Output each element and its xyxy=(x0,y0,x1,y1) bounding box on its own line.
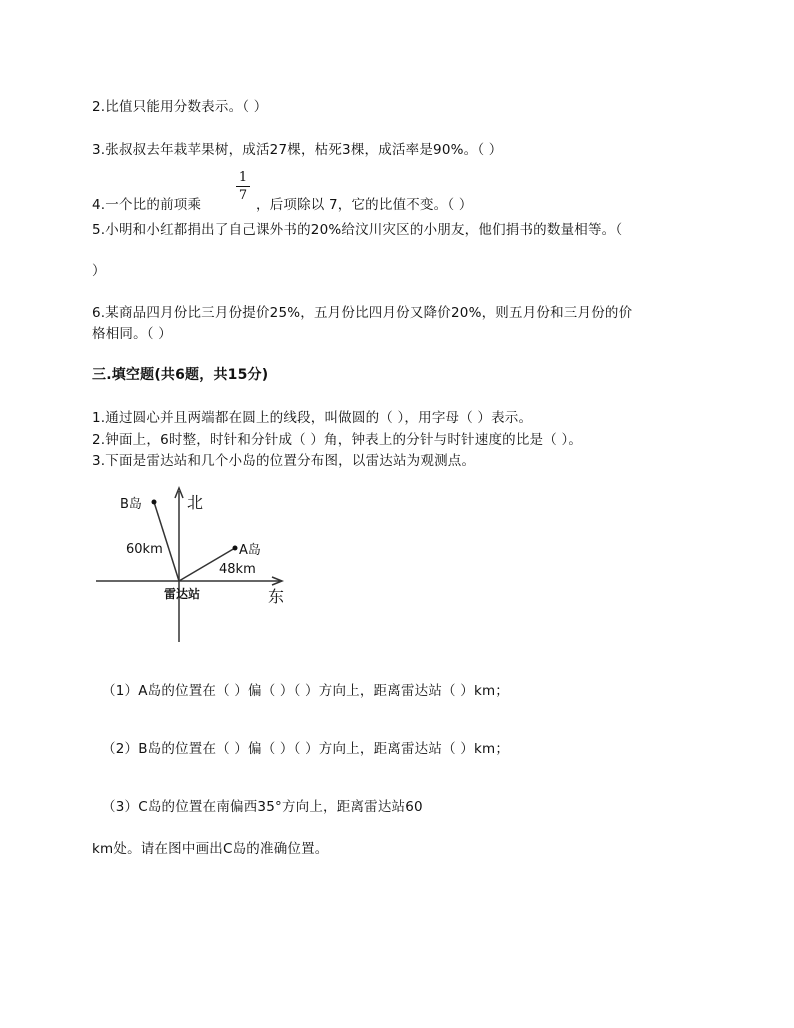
section-title: 三.填空题(共6题，共15分) xyxy=(92,367,269,383)
judge-question-2: 2.比值只能用分数表示。（ ） xyxy=(92,99,268,115)
judge-question-5-line1: 5.小明和小红都捐出了自己课外书的20%给汶川灾区的小朋友，他们捐书的数量相等。（ xyxy=(92,222,623,238)
island-b-point xyxy=(152,500,157,505)
fill-question-1: 1.通过圆心并且两端都在圆上的线段，叫做圆的（ ），用字母（ ）表示。 xyxy=(92,410,533,426)
north-label: 北 xyxy=(187,493,204,512)
radar-station-label: 雷达站 xyxy=(164,587,201,601)
island-b-label: B岛 xyxy=(120,497,142,512)
distance-b-label: 60km xyxy=(126,542,163,557)
radar-position-diagram xyxy=(92,482,302,647)
fraction-numerator: 1 xyxy=(238,170,248,185)
judge-question-4 xyxy=(92,193,201,213)
fraction-one-seventh xyxy=(236,170,250,203)
sub-question-1: （1）A岛的位置在（ ）偏（ ）（ ）方向上，距离雷达站（ ）km； xyxy=(102,683,510,699)
fill-question-3: 3.下面是雷达站和几个小岛的位置分布图，以雷达站为观测点。 xyxy=(92,453,476,469)
sub-question-2: （2）B岛的位置在（ ）偏（ ）（ ）方向上，距离雷达站（ ）km； xyxy=(102,741,510,757)
east-label: 东 xyxy=(268,587,285,606)
island-a-label: A岛 xyxy=(239,543,261,558)
judge-question-6-line1: 6.某商品四月份比三月份提价25%，五月份比四月份又降价20%，则五月份和三月份的价 xyxy=(92,305,633,321)
q4-text-before: 4.一个比的前项乘 xyxy=(92,197,202,213)
q4-text-after: ，后项除以 7，它的比值不变。（ ） xyxy=(256,197,473,213)
sub-question-3-line2: km处。请在图中画出C岛的准确位置。 xyxy=(92,841,329,857)
fill-question-2: 2.钟面上，6时整，时针和分针成（ ）角，钟表上的分针与时针速度的比是（ ）。 xyxy=(92,432,583,448)
sub-question-3-line1: （3）C岛的位置在南偏西35°方向上，距离雷达站60 xyxy=(102,799,423,815)
judge-question-5-line2: ） xyxy=(92,263,106,279)
distance-a-label: 48km xyxy=(219,562,256,577)
judge-question-3: 3.张叔叔去年栽苹果树，成活27棵，枯死3棵，成活率是90%。（ ） xyxy=(92,142,503,158)
island-a-point xyxy=(233,546,238,551)
fraction-denominator: 7 xyxy=(238,188,248,203)
judge-question-6-line2: 格相同。（ ） xyxy=(92,326,172,342)
